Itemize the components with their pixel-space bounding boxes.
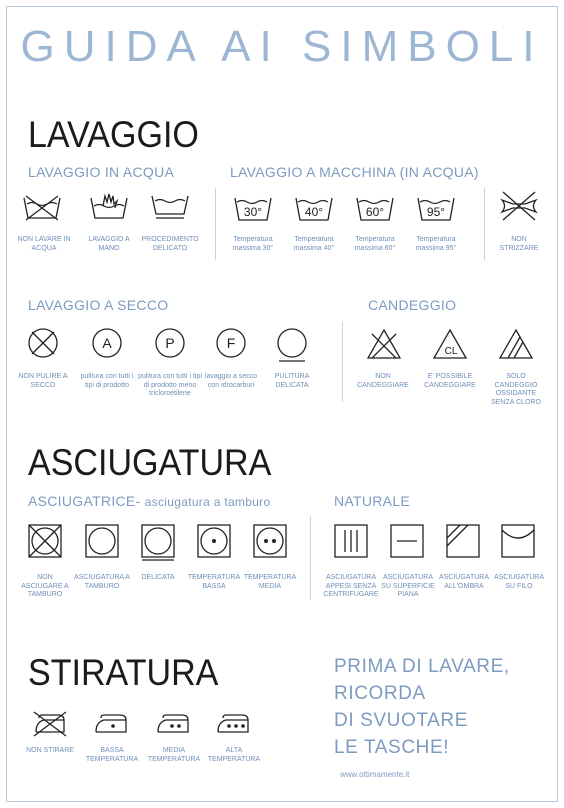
drip-dry-icon <box>334 524 368 558</box>
no-iron-icon <box>32 710 68 738</box>
svg-text:40°: 40° <box>304 205 324 219</box>
label-dry-clean-a: pulitura con tutti i tipi di prodotto <box>80 373 134 389</box>
divider <box>342 322 343 402</box>
svg-text:60°: 60° <box>365 205 385 219</box>
iron-medium-icon <box>156 712 192 736</box>
reminder-line: RICORDA <box>334 683 426 704</box>
label-wash-95: Temperatura massima 95° <box>415 236 457 252</box>
tumble-dry-icon <box>85 524 119 558</box>
label-tumble-dry-medium: TEMPERATURA MEDIA <box>243 574 297 590</box>
tumble-dry-low-icon <box>197 524 231 558</box>
reminder-line: DI SVUOTARE <box>334 710 468 731</box>
svg-text:30°: 30° <box>243 205 263 219</box>
label-no-bleach: NON CANDEGGIARE <box>357 373 409 389</box>
dry-clean-gentle-icon <box>275 326 309 364</box>
svg-text:95°: 95° <box>426 205 446 219</box>
page-title: GUIDA AI SIMBOLI <box>20 22 544 71</box>
iron-low-icon <box>94 712 130 736</box>
dry-clean-p-icon <box>153 326 187 360</box>
subheading-naturale: NATURALE <box>334 493 411 509</box>
svg-text:A: A <box>102 335 112 351</box>
subheading-lavaggio-a-macchina: LAVAGGIO A MACCHINA (IN ACQUA) <box>230 164 479 180</box>
label-no-wring: NON STRIZZARE <box>499 236 539 252</box>
tumble-dry-delicate-icon <box>141 524 175 562</box>
label-iron-medium: MEDIA TEMPERATURA <box>147 747 201 763</box>
label-drip-dry: ASCIUGATURA APPESI SENZA CENTRIFUGARE <box>323 574 379 598</box>
section-heading-stiratura: STIRATURA <box>28 652 219 693</box>
no-bleach-icon <box>366 328 402 360</box>
label-tumble-dry-low: TEMPERATURA BASSA <box>187 574 241 590</box>
bleach-cl-icon <box>432 328 468 360</box>
label-no-wash: NON LAVARE IN ACQUA <box>17 236 71 252</box>
no-wash-icon <box>22 192 62 222</box>
reminder-line: LE TASCHE! <box>334 737 450 758</box>
divider <box>484 188 485 260</box>
label-oxygen-bleach: SOLO CANDEGGIO OSSIDANTE SENZA CLORO <box>491 373 541 406</box>
reminder-line: PRIMA DI LAVARE, <box>334 656 510 677</box>
no-tumble-dry-icon <box>28 524 62 558</box>
subheading-lavaggio-in-acqua: LAVAGGIO IN ACQUA <box>28 164 175 180</box>
reminder-note <box>334 653 534 761</box>
dry-shade-icon <box>446 524 480 558</box>
svg-text:P: P <box>165 335 175 351</box>
subheading-lavaggio-a-secco: LAVAGGIO A SECCO <box>28 297 169 313</box>
label-wash-40: Temperatura massima 40° <box>293 236 335 252</box>
svg-text:F: F <box>226 335 236 351</box>
hand-wash-icon <box>89 192 129 222</box>
subheading-asciugatrice-prefix: ASCIUGATRICE- <box>28 493 145 509</box>
dry-clean-a-icon <box>90 326 124 360</box>
label-delicate-wash: PROCEDIMENTO DELICATO <box>141 236 199 252</box>
iron-high-icon <box>216 712 252 736</box>
label-iron-low: BASSA TEMPERATURA <box>85 747 139 763</box>
wash-60-icon <box>355 194 395 224</box>
label-no-tumble-dry: NON ASCIUGARE A TAMBURO <box>21 574 69 598</box>
label-dry-clean-f: lavaggio a secco con idrocarburi <box>204 373 258 389</box>
dry-flat-icon <box>390 524 424 558</box>
website-link[interactable]: www.ottimamente.it <box>340 770 410 779</box>
wash-95-icon <box>416 194 456 224</box>
tumble-dry-medium-icon <box>253 524 287 558</box>
no-wring-icon <box>499 190 539 222</box>
label-line-dry: ASCIUGATURA SU FILO <box>493 574 545 590</box>
no-dry-clean-icon <box>26 326 60 360</box>
label-no-dry-clean: NON PULIRE A SECCO <box>18 373 68 389</box>
label-dry-shade: ASCIUGATURA ALL'OMBRA <box>438 574 490 590</box>
label-dry-flat: ASCIUGATURA SU SUPERFICIE PIANA <box>381 574 435 598</box>
subheading-asciugatrice-suffix: asciugatura a tamburo <box>144 495 271 509</box>
line-dry-icon <box>501 524 535 558</box>
label-tumble-dry: ASCIUGATURA A TAMBURO <box>74 574 130 590</box>
wash-40-icon <box>294 194 334 224</box>
divider <box>215 188 216 260</box>
label-tumble-dry-delicate: DELICATA <box>141 574 175 581</box>
label-wash-30: Temperatura massima 30° <box>232 236 274 252</box>
label-hand-wash: LAVAGGIO A MANO <box>88 236 130 252</box>
delicate-wash-icon <box>150 192 190 222</box>
label-dry-clean-p: pulitura con tutti i tipi di prodotto meno tricloroetilene <box>138 373 202 397</box>
svg-text:CL: CL <box>444 346 458 357</box>
section-heading-asciugatura: ASCIUGATURA <box>28 442 272 483</box>
oxygen-bleach-icon <box>498 328 534 360</box>
dry-clean-f-icon <box>214 326 248 360</box>
wash-30-icon <box>233 194 273 224</box>
label-dry-clean-gentle: PULITURA DELICATA <box>274 373 310 389</box>
label-no-iron: NON STIRARE <box>26 747 74 754</box>
subheading-asciugatrice <box>28 493 270 509</box>
label-wash-60: Temperatura massima 60° <box>354 236 396 252</box>
section-heading-lavaggio: LAVAGGIO <box>28 114 199 155</box>
divider <box>310 516 311 600</box>
label-iron-high: ALTA TEMPERATURA <box>207 747 261 763</box>
subheading-candeggio: CANDEGGIO <box>368 297 457 313</box>
label-bleach-cl: E' POSSIBILE CANDEGGIARE <box>424 373 476 389</box>
